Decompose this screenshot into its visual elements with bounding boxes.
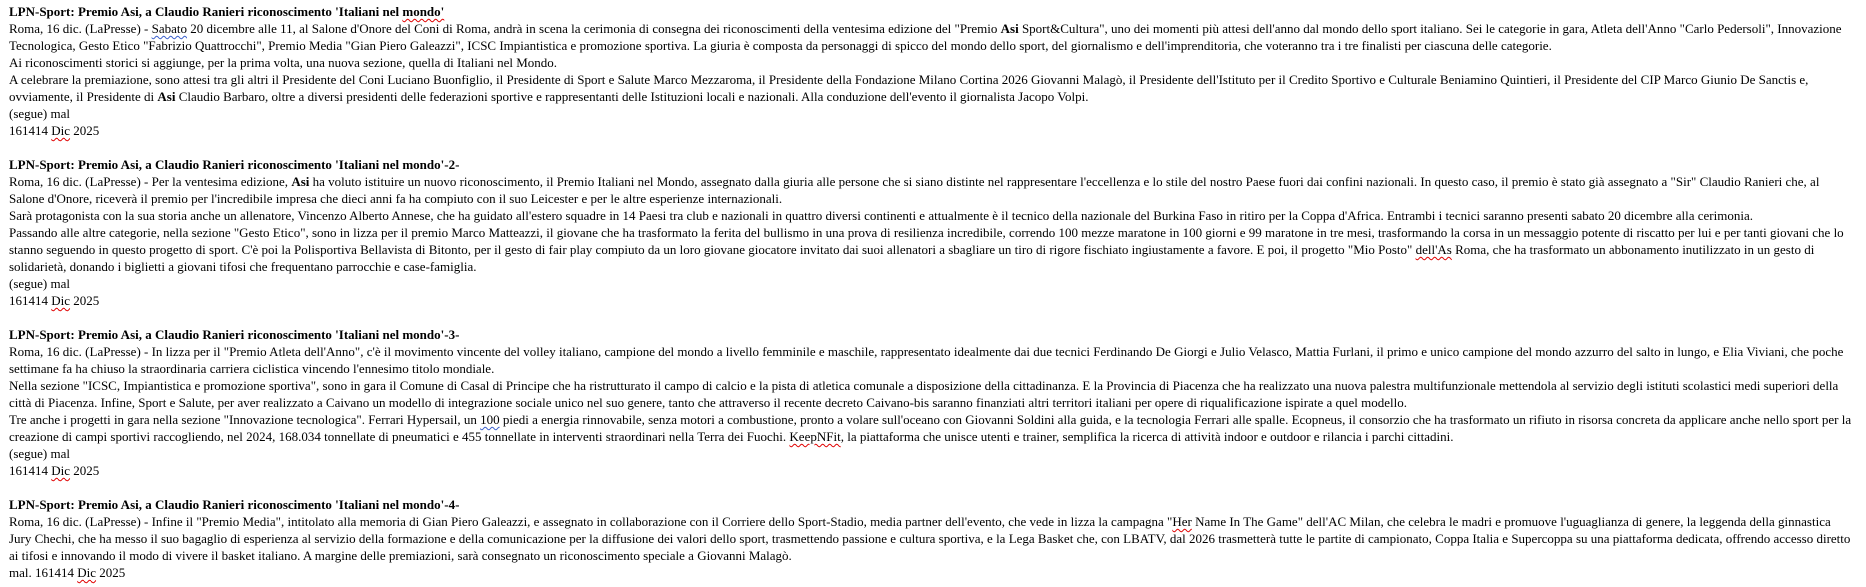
article-paragraph [9, 445, 1856, 462]
article-paragraph [9, 411, 1856, 445]
article-paragraph [9, 564, 1856, 581]
article-paragraph [9, 20, 1856, 54]
misspelled-word: Dic [51, 123, 71, 138]
article-paragraph [9, 462, 1856, 479]
misspelled-word: Dic [51, 293, 71, 308]
text-run: Name In The Game" dell'AC Milan, che celebra le madri e promuove l'uguaglianza di genere, la leggenda della ginnastica Jury Chechi, che ha messo il suo bagaglio di esperienza al servizio della formazione e della comunicazione per la diffusione dei valori dello sport, trasmettendo passione e cultura sportiva, e la Lega Basket che, con LBATV, dal 2026 trasmetterà tutte le partite di campionato, Coppa Italia e Supercoppa su una piattaforma dedicata, offrendo accesso diretto ai tifosi e innovando il modo di vivere il basket italiano. A margine delle premiazioni, sarà consegnato un riconoscimento speciale a Giovanni Malagò. [9, 514, 1851, 563]
bold-term: Asi [1000, 21, 1019, 36]
article-1 [9, 3, 1856, 139]
text-run: Tre anche i progetti in gara nella sezione "Innovazione tecnologica". Ferrari Hypersail, un [9, 412, 481, 427]
article-4 [9, 496, 1856, 581]
text-run: Claudio Barbaro, oltre a diversi presidenti delle federazioni sportive e rappresentanti delle Istituzioni locali e nazionali. Alla conduzione dell'evento il giornalista Jacopo Volpi. [175, 89, 1089, 104]
article-paragraph [9, 513, 1856, 564]
text-run: Passando alle altre categorie, nella sezione "Gesto Etico", sono in lizza per il premio Marco Matteazzi, il giovane che ha trasformato la ferita del bullismo in una prova di resilienza incredibile, correndo 100 mezze maratone in 100 giorni e 99 maratone in tre mesi, trasformando la corsa in un messaggio potente di riscatto per lui e per tanti giovani che lo stanno seguendo in questo progetto di sport. C'è poi la Polisportiva Bellavista di Bitonto, per il gesto di fair play compiuto da un loro giovane giocatore invitato dai suoi allenatori a sbagliare un tiro di rigore fischiato ingiustamente a favore. E poi, il progetto "Mio Posto" [9, 225, 1844, 257]
text-run: A celebrare la premiazione, sono attesi tra gli altri il Presidente del Coni Luciano Buonfiglio, il Presidente di Sport e Salute Marco Mezzaroma, il Presidente della Fondazione Milano Cortina 2026 Giovanni Malagò, il Presidente dell'Istituto per il Credito Sportivo e Culturale Beniamino Quintieri, il Presidente del CIP Marco Giunio De Sanctis e, ovviamente, il Presidente di [9, 72, 1809, 104]
text-run: ha voluto istituire un nuovo riconoscimento, il Premio Italiani nel Mondo, assegnato dalla giuria alle persone che si siano distinte nel rappresentare l'eccellenza e lo stile del nostro Paese fuori dai confini nazionali. In questo caso, il premio è stato già assegnato a "Sir" Claudio Ranieri che, al Salone d'Onore, riceverà il premio per l'incredibile impresa che dieci anni fa ha compiuto con il suo Leicester e per le altre esperienze internazionali. [9, 174, 1820, 206]
text-run: 20 dicembre alle 11, al Salone d'Onore del Coni di Roma, andrà in scena la cerimonia di consegna dei riconoscimenti della ventesima edizione del "Premio [187, 21, 1001, 36]
misspelled-word: Her [1172, 514, 1192, 529]
article-paragraph [9, 207, 1856, 224]
article-paragraph [9, 173, 1856, 207]
article-2 [9, 156, 1856, 309]
article-paragraph [9, 377, 1856, 411]
article-title [9, 326, 1856, 343]
text-run: LPN-Sport: Premio Asi, a Claudio Ranieri riconoscimento 'Italiani nel mondo'-4- [9, 497, 460, 512]
article-title [9, 3, 1856, 20]
text-run: (segue) mal [9, 106, 71, 121]
text-run: 161414 [9, 293, 52, 308]
article-paragraph [9, 292, 1856, 309]
article-paragraph [9, 343, 1856, 377]
article-title [9, 156, 1856, 173]
text-run: , la piattaforma che unisce utenti e trainer, semplifica la ricerca di attività indoor e outdoor e rilancia i parchi cittadini. [840, 429, 1454, 444]
text-run: 2025 [70, 123, 100, 138]
text-run: Roma, che ha trasformato un abbonamento inutilizzato in un gesto di solidarietà, donando i biglietti a giovani tifosi che frequentano parrocchie e case-famiglia. [9, 242, 1815, 274]
text-run: LPN-Sport: Premio Asi, a Claudio Ranieri riconoscimento 'Italiani nel mondo'-3- [9, 327, 460, 342]
bold-term: Asi [157, 89, 176, 104]
article-paragraph [9, 71, 1856, 105]
misspelled-word: dell'As [1415, 242, 1452, 257]
article-paragraph [9, 105, 1856, 122]
text-run: Ai riconoscimenti storici si aggiunge, per la prima volta, una nuova sezione, quella di Italiani nel Mondo. [9, 55, 558, 70]
text-run: piedi a energia rinnovabile, senza motori a combustione, pronto a volare sull'oceano con Giovanni Soldini alla guida, e la tecnologia Ferrari alle spalle. Ecopneus, il consorzio che ha trasformato un rifiuto in risorsa concreta da applicare anche nello sport per la creazione di campi sportivi raccogliendo, nel 2024, 168.034 tonnellate di pneumatici e 455 tonnellate in interventi straordinari nella Terra dei Fuochi. [9, 412, 1852, 444]
text-run: Roma, 16 dic. (LaPresse) - In lizza per il "Premio Atleta dell'Anno", c'è il movimento vincente del volley italiano, campione del mondo a livello femminile e maschile, rappresentato idealmente dai due tecnici Ferdinando De Giorgi e Julio Velasco, Mattia Furlani, il primo e unico campione del mondo azzurro del salto in lungo, e Elia Viviani, che poche settimane fa ha chiuso la straordinaria carriera ciclistica vincendo l'ennesimo titolo mondiale. [9, 344, 1844, 376]
grammar-flagged-word: 100 [480, 412, 500, 427]
article-3 [9, 326, 1856, 479]
misspelled-word: Dic [77, 565, 97, 580]
text-run: Roma, 16 dic. (LaPresse) - Infine il "Premio Media", intitolato alla memoria di Gian Piero Galeazzi, e assegnato in collaborazione con il Corriere dello Sport-Stadio, media partner dell'evento, che vede in lizza la campagna " [9, 514, 1173, 529]
misspelled-word: mondo' [402, 4, 445, 19]
text-run: Sarà protagonista con la sua storia anche un allenatore, Vincenzo Alberto Annese, che ha guidato all'estero squadre in 14 Paesi tra club e nazionali in quattro diversi continenti e attualmente è il tecnico della nazionale del Burkina Faso in ritiro per la Coppa d'Africa. Entrambi i tecnici saranno presenti sabato 20 dicembre alla cerimonia. [9, 208, 1753, 223]
article-title [9, 496, 1856, 513]
text-run: (segue) mal [9, 276, 71, 291]
text-run: Nella sezione "ICSC, Impiantistica e promozione sportiva", sono in gara il Comune di Casal di Principe che ha ristrutturato il campo di calcio e la pista di atletica comunale a disposizione della cittadinanza. E la Provincia di Piacenza che ha realizzato una nuova palestra multifunzionale mettendola al servizio degli istituti scolastici medi superiori della città di Piacenza. Infine, Sport e Salute, per aver realizzato a Caivano un modello di integrazione sociale unico nel suo genere, tanto che attraverso il recente decreto Caivano-bis saranno finanziati altri territori italiani per opere di riqualificazione ispirate a quel modello. [9, 378, 1839, 410]
misspelled-word: Dic [51, 463, 71, 478]
text-run: 161414 [9, 123, 52, 138]
text-run: Sport&Cultura", uno dei momenti più attesi dell'anno dal mondo dello sport italiano. Sei le categorie in gara, Atleta dell'Anno "Carlo Pedersoli", Innovazione Tecnologica, Gesto Etico "Fabrizio Quattrocchi", Premio Media "Gian Piero Galeazzi", ICSC Impiantistica e promozione sportiva. La giuria è composta da personaggi di spicco del mondo dello sport, del giornalismo e dell'imprenditoria, che voteranno tra i tre finalisti per ciascuna delle categorie. [9, 21, 1842, 53]
article-paragraph [9, 122, 1856, 139]
article-paragraph [9, 224, 1856, 275]
text-run: (segue) mal [9, 446, 71, 461]
text-run: LPN-Sport: Premio Asi, a Claudio Ranieri riconoscimento 'Italiani nel [9, 4, 403, 19]
misspelled-word: KeepNFit [789, 429, 841, 444]
text-run: Roma, 16 dic. (LaPresse) - [9, 21, 152, 36]
article-paragraph [9, 275, 1856, 292]
text-run: LPN-Sport: Premio Asi, a Claudio Ranieri riconoscimento 'Italiani nel mondo'-2- [9, 157, 460, 172]
text-run: 2025 [70, 463, 100, 478]
bold-term: Asi [291, 174, 310, 189]
text-run: 161414 [9, 463, 52, 478]
text-run: Roma, 16 dic. (LaPresse) - Per la ventesima edizione, [9, 174, 292, 189]
text-run: 2025 [70, 293, 100, 308]
text-run: 2025 [96, 565, 126, 580]
text-run: mal. 161414 [9, 565, 78, 580]
grammar-flagged-word: Sabato [151, 21, 187, 36]
article-paragraph [9, 54, 1856, 71]
